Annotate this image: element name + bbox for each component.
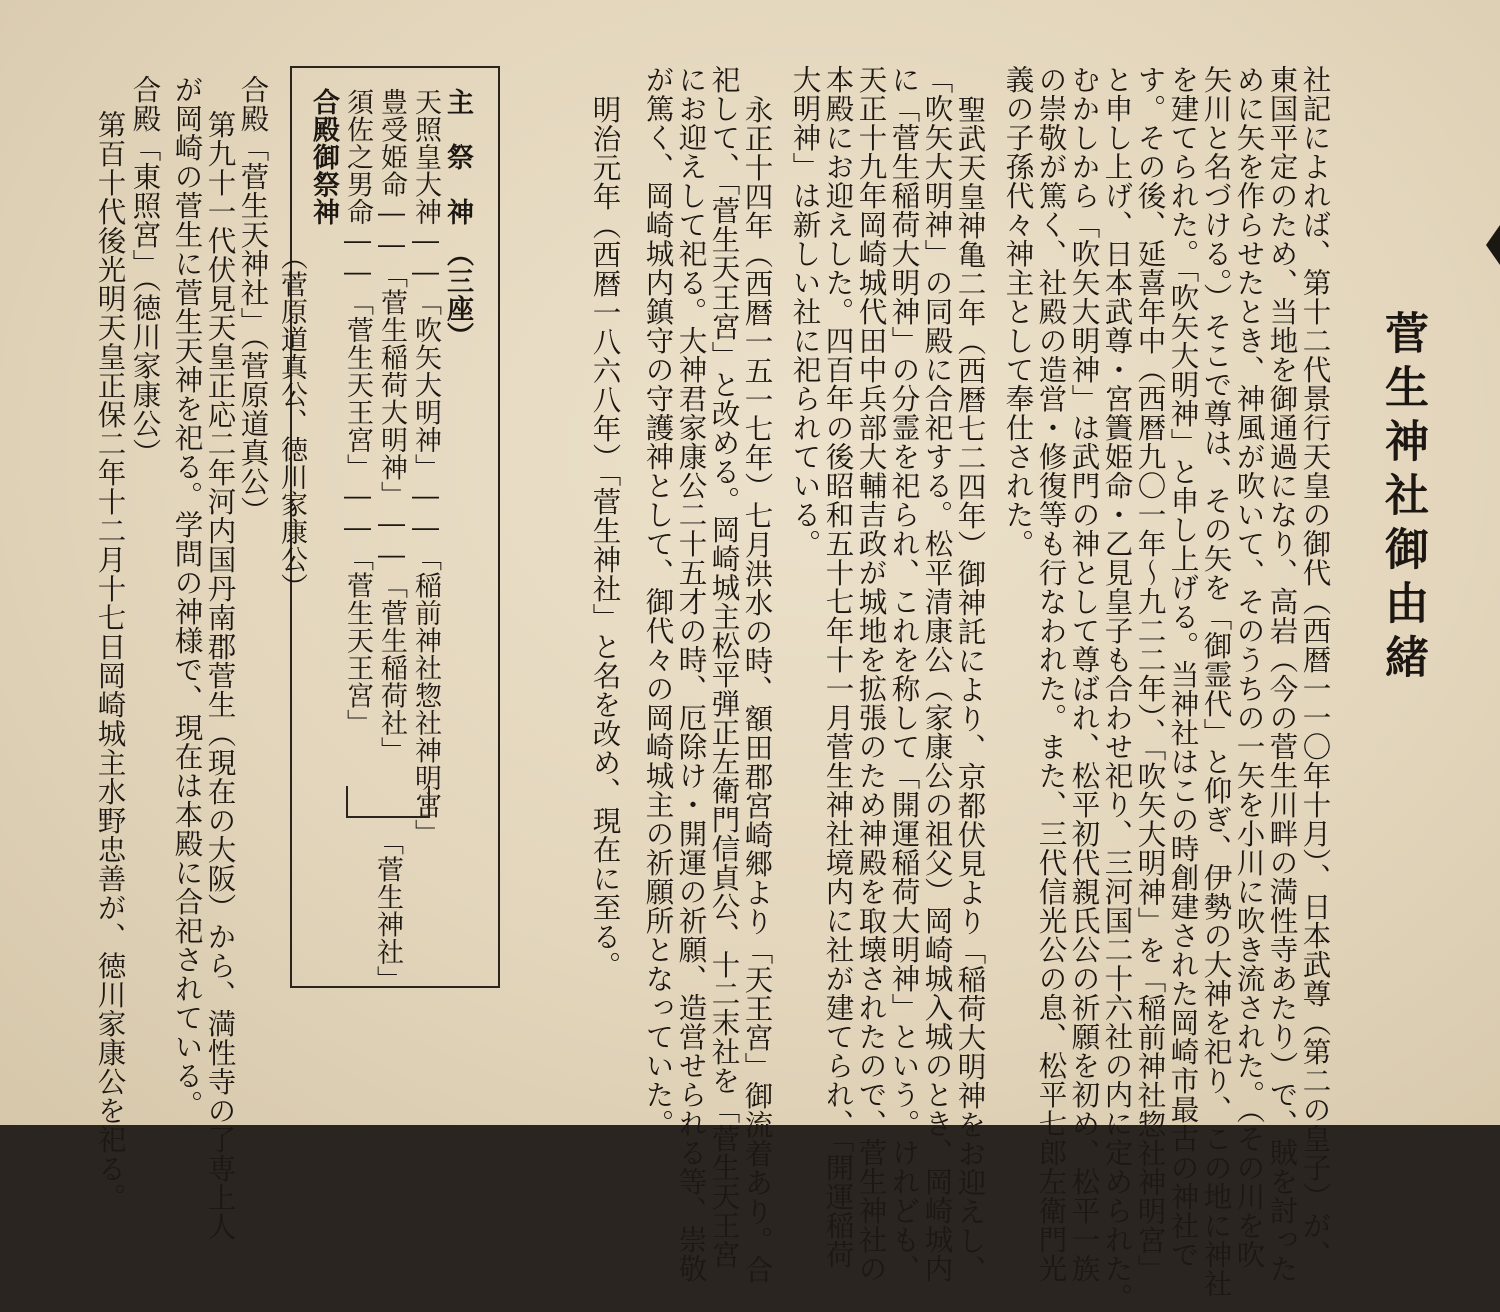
main-column: 本殿にお迎えした。四百年の後昭和五十七年十一月菅生神社境内に社が建てられ、「開運稲荷 [821, 65, 855, 1269]
main-column: 天正十九年岡崎城代田中兵部大輔吉政が城地を拡張のため神殿を取壊されたので、菅生神社の [854, 65, 888, 1283]
main-column: 「吹矢大明神」の同殿に合祀する。松平清康公（家康公の祖父）岡崎城入城のとき、岡崎城内 [920, 65, 954, 1283]
main-column: にお迎えして祀る。大神君家康公二十五才の時、厄除け・開運の祈願、造営せられる等、崇敬 [674, 65, 708, 1283]
deity-bracket [346, 786, 430, 818]
page-edge-shadow [1486, 225, 1500, 265]
main-column: むかしから「吹矢大明神」は武門の神として尊ばれ、松平初代親氏公の祈願を初め、松平一族 [1067, 65, 1101, 1283]
main-column: 祀して、「菅生天王宮」と改める。岡崎城主松平弾正左衛門信貞公、十二末社を「菅生天王宮 [707, 65, 741, 1269]
deity-row: 豊受姫命――「菅生稲荷大明神」――「菅生稲荷社」 [376, 88, 407, 764]
main-column: 東国平定のため、当地を御通過になり、高岩（今の菅生川畔の満性寺あたり）で、賊を討った [1265, 65, 1299, 1283]
left-column: 合殿「東照宮」（徳川家康公） [128, 75, 162, 467]
secondary-deities-value: （菅原道真公、徳川家康公） [276, 243, 307, 601]
secondary-deities-heading: 合殿御祭神 [308, 88, 339, 226]
main-column: 明治元年（西暦一八六八年）「菅生神社」と名を改め、現在に至る。 [588, 95, 622, 980]
main-column: 矢川と名づける。）そこで尊は、その矢を「御霊代」と仰ぎ、伊勢の大神を祀り、この地に神社 [1199, 65, 1233, 1298]
deity-row: 須佐之男命――「菅生天王宮」――「菅生天王宮」 [342, 88, 373, 737]
document-title: 菅生神社御由緒 [1377, 310, 1428, 688]
main-column: 大明神」は新しい社に祀られている。 [788, 65, 822, 558]
main-column: 社記によれば、第十二代景行天皇の御代（西暦一一〇年十月）、日本武尊（第二の皇子）が、 [1298, 65, 1332, 1269]
main-column: の崇敬が篤く、社殿の造営・修復等も行なわれた。また、三代信光公の息、松平七郎左衛門光 [1034, 65, 1068, 1283]
left-column: が岡崎の菅生に菅生天神を祀る。学問の神様で、現在は本殿に合祀されている。 [170, 75, 204, 1119]
main-column: に「菅生稲荷大明神」の分霊を祀られ、これを称して「開運稲荷大明神」という。けれども、 [887, 65, 921, 1283]
left-column: 第百十代後光明天皇正保二年十二月十七日岡崎城主水野忠善が、徳川家康公を祀る。 [93, 110, 127, 1212]
deity-box-heading: 主 祭 神 （三座） [442, 88, 473, 350]
main-column: 聖武天皇神亀二年（西暦七二四年）御神託により、京都伏見より「稲荷大明神をお迎えし、 [953, 95, 987, 1284]
main-column: 永正十四年（西暦一五一七年）七月洪水の時、額田郡宮崎郷より「天王宮」御流着あり。合 [740, 95, 774, 1284]
merged-shrine-label: 「菅生神社」 [372, 828, 403, 993]
main-column: す。その後、延喜年中（西暦九〇一年〜九二二年）、「吹矢大明神」を「稲前神社惣社神明宮」 [1133, 65, 1167, 1284]
left-column: 第九十一代伏見天皇正応二年河内国丹南郡菅生（現在の大阪）から、満性寺の了専上人 [203, 110, 237, 1241]
left-column: 合殿「菅生天神社」（菅原道真公） [236, 75, 270, 525]
deity-box [276, 66, 500, 993]
main-column: が篤く、岡崎城内鎮守の守護神として、御代々の岡崎城主の祈願所となっていた。 [641, 65, 675, 1138]
main-column: と申し上げ、日本武尊・宮簀姫命・乙見皇子も合わせ祀り、三河国二十六社の内に定められた。 [1100, 65, 1134, 1312]
main-column: を建てられた。「吹矢大明神」と申し上げる。当神社はこの時創建された岡崎市最古の神社で [1166, 65, 1200, 1269]
main-column: めに矢を作らせたとき、神風が吹いて、そのうちの一矢を小川に吹き流された。（その川を吹 [1232, 65, 1266, 1269]
deity-row: 天照皇大神――「吹矢大明神」――「稲前神社惣社神明宮」 [410, 88, 441, 847]
main-column: 義の子孫代々神主として奉仕された。 [1001, 65, 1035, 558]
